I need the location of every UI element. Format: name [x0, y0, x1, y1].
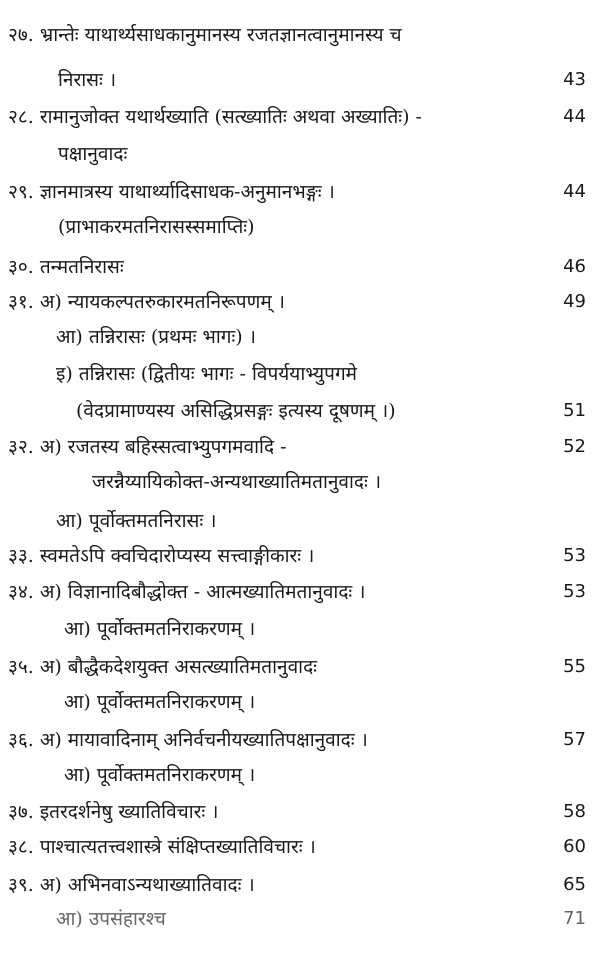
- toc-entry-page: 51: [563, 400, 586, 421]
- toc-entry-title: आ) उपसंहारश्च: [56, 908, 166, 930]
- toc-entry: [0, 252, 600, 282]
- toc-entry: [0, 287, 600, 317]
- toc-entry-title: आ) पूर्वोक्तमतनिराकरणम् ।: [64, 764, 256, 786]
- toc-entry: [0, 797, 600, 827]
- toc-entry-title: जरन्नैय्यायिकोक्त-अन्यथाख्यातिमतानुवादः ।: [92, 471, 382, 493]
- toc-entry: [0, 20, 600, 50]
- toc-entry-page: 46: [563, 256, 586, 277]
- toc-entry-page: 43: [563, 69, 586, 90]
- toc-entry-title: २७. भ्रान्तेः याथार्थ्यसाधकानुमानस्य रजतज्ञानत्वानुमानस्य च: [8, 24, 402, 46]
- toc-entry-title: (प्राभाकरमतनिरासस्समाप्तिः): [58, 216, 255, 238]
- toc-entry-title: ३३. स्वमतेऽपि क्वचिदारोप्यस्य सत्त्वाङ्गीकारः ।: [8, 545, 315, 567]
- toc-entry-title: आ) तन्निरासः (प्रथमः भागः) ।: [56, 326, 256, 348]
- toc-entry-title: ३४. अ) विज्ञानादिबौद्धोक्त - आत्मख्यातिमतानुवादः ।: [8, 581, 366, 603]
- toc-entry: [0, 541, 600, 571]
- toc-entry-title: ३९. अ) अभिनवाऽन्यथाख्यातिवादः ।: [8, 874, 255, 896]
- toc-entry: [0, 177, 600, 207]
- toc-entry: [0, 359, 600, 389]
- toc-entry-title: आ) पूर्वोक्तमतनिराकरणम् ।: [64, 691, 256, 713]
- toc-entry: [0, 396, 600, 426]
- toc-entry: [0, 432, 600, 462]
- toc-entry: [0, 687, 600, 717]
- toc-entry-page: 53: [563, 581, 586, 602]
- toc-entry-page: 71: [563, 908, 586, 929]
- toc-entry: [0, 614, 600, 644]
- toc-entry: [0, 467, 600, 497]
- toc-entry: [0, 65, 600, 95]
- toc-entry-page: 52: [563, 436, 586, 457]
- toc-entry: [0, 577, 600, 607]
- toc-entry-title: आ) पूर्वोक्तमतनिरासः ।: [56, 510, 217, 532]
- toc-entry: [0, 652, 600, 682]
- toc-entry: [0, 212, 600, 242]
- toc-entry: [0, 102, 600, 132]
- toc-entry: [0, 832, 600, 862]
- toc-entry-page: 55: [563, 656, 586, 677]
- toc-entry-page: 58: [563, 801, 586, 822]
- toc-entry: [0, 725, 600, 755]
- toc-entry: [0, 904, 600, 934]
- toc-entry-title: २८. रामानुजोक्त यथार्थख्याति (सत्ख्यातिः अथवा अख्यातिः) -: [8, 106, 422, 128]
- toc-entry-title: ३८. पाश्चात्यतत्त्वशास्त्रे संक्षिप्तख्यातिविचारः ।: [8, 836, 316, 858]
- toc-entry: [0, 322, 600, 352]
- toc-entry-page: 57: [563, 729, 586, 750]
- toc-entry-page: 53: [563, 545, 586, 566]
- toc-entry-title: इ) तन्निरासः (द्वितीयः भागः - विपर्ययाभ्युपगमे: [56, 363, 358, 385]
- toc-entry: [0, 870, 600, 900]
- toc-entry-page: 44: [563, 181, 586, 202]
- toc-entry-page: 60: [563, 836, 586, 857]
- toc-entry-title: २९. ज्ञानमात्रस्य याथार्थ्यादिसाधक-अनुमानभङ्गः ।: [8, 181, 335, 203]
- toc-entry-page: 49: [563, 291, 586, 312]
- toc-entry: [0, 139, 600, 169]
- toc-entry: [0, 760, 600, 790]
- toc-entry-title: ३५. अ) बौद्धैकदेशयुक्त असत्ख्यातिमतानुवादः: [8, 656, 317, 678]
- toc-entry-title: ३६. अ) मायावादिनाम् अनिर्वचनीयख्यातिपक्षानुवादः ।: [8, 729, 368, 751]
- toc-entry-title: ३१. अ) न्यायकल्पतरुकारमतनिरूपणम् ।: [8, 291, 285, 313]
- toc-entry-page: 44: [563, 106, 586, 127]
- toc-entry: [0, 506, 600, 536]
- toc-entry-title: ३०. तन्मतनिरासः: [8, 256, 124, 278]
- toc-entry-page: 65: [563, 874, 586, 895]
- toc-entry-title: आ) पूर्वोक्तमतनिराकरणम् ।: [64, 618, 256, 640]
- toc-entry-title: ३७. इतरदर्शनेषु ख्यातिविचारः ।: [8, 801, 219, 823]
- toc-entry-title: (वेदप्रामाण्यस्य असिद्धिप्रसङ्गः इत्यस्य दूषणम् ।): [76, 400, 396, 422]
- toc-entry-title: ३२. अ) रजतस्य बहिस्सत्वाभ्युपगमवादि -: [8, 436, 287, 458]
- toc-entry-title: पक्षानुवादः: [58, 143, 128, 165]
- toc-entry-title: निरासः ।: [58, 69, 117, 91]
